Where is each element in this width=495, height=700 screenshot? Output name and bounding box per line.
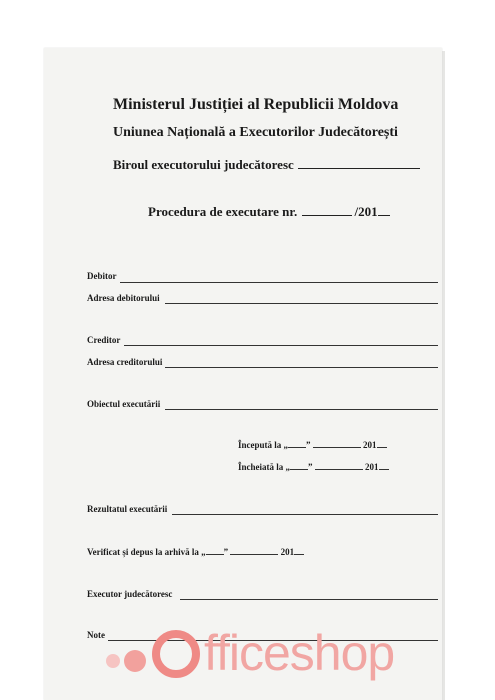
archived-month-blank [230, 546, 278, 555]
started-year-blank [377, 439, 387, 448]
archived-close-quote: ” [223, 547, 229, 557]
started-close-quote: ” [306, 440, 311, 450]
object-label: Obiectul executării [87, 399, 161, 409]
logo-ring-icon [152, 630, 200, 678]
started-open-quote: „ [283, 440, 289, 450]
object-line [165, 409, 438, 410]
started-year: 201 [363, 440, 377, 450]
ministry-title: Ministerul Justiției al Republicii Moldova [113, 96, 399, 113]
finished-month-blank [315, 461, 363, 470]
debtor-line [120, 282, 438, 283]
logo-medium-dot-icon [124, 650, 146, 672]
officeshop-watermark [100, 625, 495, 700]
finished-open-quote: „ [285, 462, 291, 472]
creditor-address-line [165, 367, 438, 368]
archived-year-blank [294, 546, 304, 555]
started-month-blank [313, 439, 361, 448]
procedure-line [148, 204, 390, 220]
debtor-label: Debitor [87, 271, 117, 281]
executor-line [180, 599, 438, 600]
finished-year: 201 [365, 462, 379, 472]
creditor-line [124, 345, 438, 346]
bureau-blank [298, 156, 420, 169]
finished-year-blank [379, 461, 389, 470]
logo-wordmark: fficeshop [204, 625, 395, 681]
notes-label: Note [87, 630, 105, 640]
started-day-blank [288, 439, 306, 448]
finished-day-blank [290, 461, 308, 470]
bureau-label: Biroul executorului judecătoresc [113, 157, 294, 172]
archived-day-blank [206, 546, 224, 555]
creditor-address-label: Adresa creditorului [87, 357, 163, 367]
bureau-title [113, 156, 420, 173]
debtor-address-label: Adresa debitorului [87, 293, 160, 303]
result-line [172, 514, 438, 515]
finished-row [238, 461, 389, 472]
procedure-year-blank [378, 204, 390, 216]
result-label: Rezultatul executării [87, 504, 168, 514]
document-sheet [44, 48, 442, 700]
creditor-label: Creditor [87, 335, 121, 345]
debtor-address-line [165, 303, 438, 304]
executor-label: Executor judecătoresc [87, 589, 173, 599]
started-label: Începută la [238, 440, 282, 450]
procedure-year-label: /201 [354, 204, 378, 219]
archived-row [87, 546, 304, 557]
finished-label: Încheiată la [238, 462, 284, 472]
started-row [238, 439, 387, 450]
union-title: Uniunea Națională a Executorilor Judecătorești [113, 125, 398, 140]
finished-close-quote: ” [308, 462, 313, 472]
archived-label: Verificat și depus la arhivă la [87, 547, 199, 557]
procedure-label: Procedura de executare nr. [148, 204, 298, 219]
archived-year: 201 [280, 547, 295, 557]
logo-small-dot-icon [106, 654, 120, 668]
procedure-number-blank [302, 204, 352, 216]
archived-open-quote: „ [201, 547, 206, 557]
